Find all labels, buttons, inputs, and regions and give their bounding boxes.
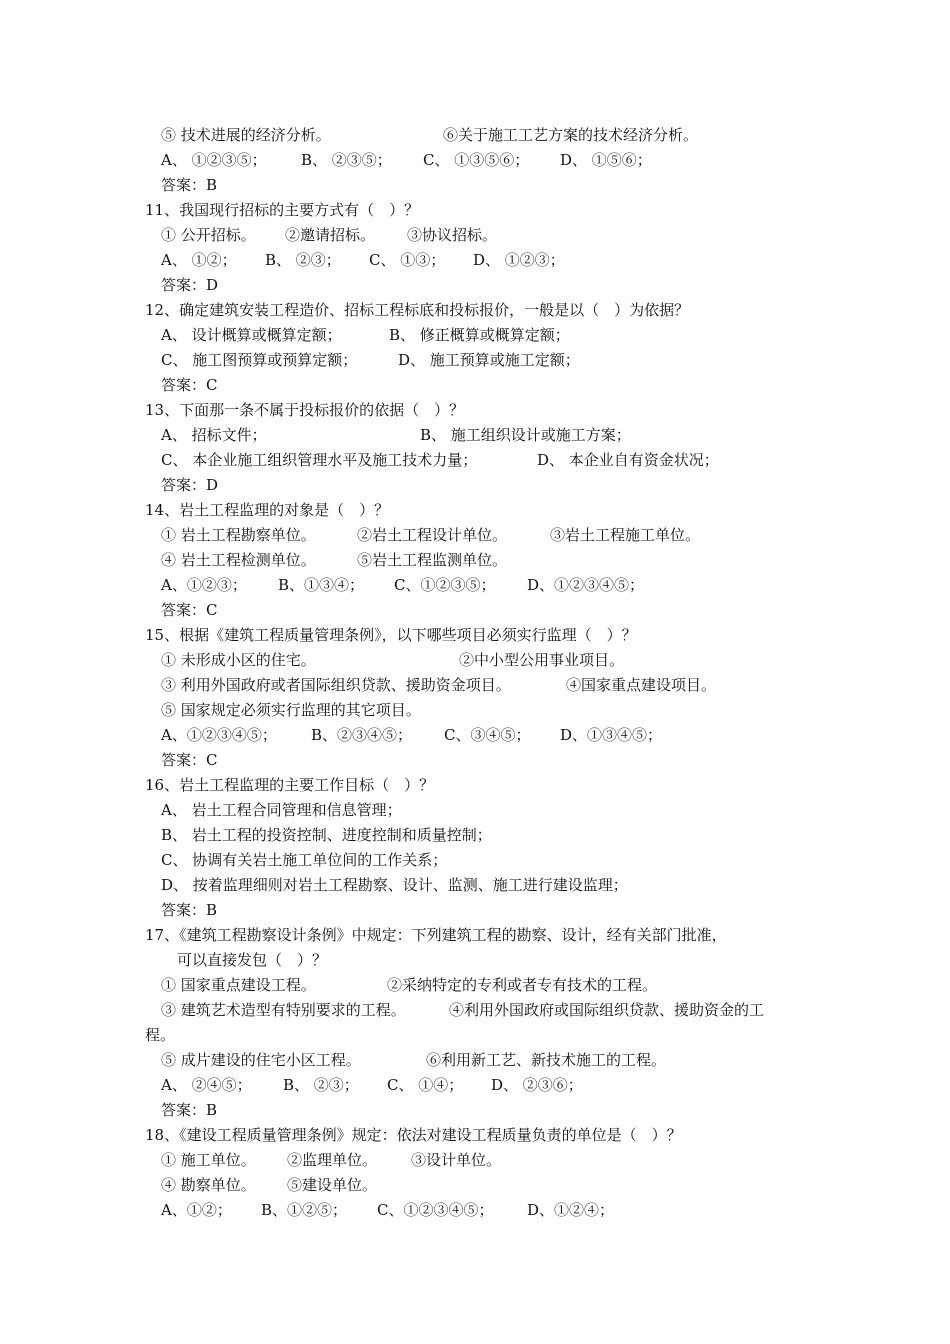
text-segment: C、 本企业施工组织管理水平及施工技术力量； [161, 451, 478, 469]
text-segment: ① 岩土工程勘察单位。 [161, 526, 316, 544]
text-line [145, 1148, 815, 1173]
text-segment: ④ 勘察单位。 [161, 1176, 256, 1194]
text-segment: 12、确定建筑安装工程造价、招标工程标底和投标报价，一般是以（ ）为依据？ [145, 301, 690, 319]
text-segment: ① 公开招标。 [161, 226, 256, 244]
text-line [145, 1098, 815, 1123]
text-segment: D、 ①⑤⑥； [560, 151, 652, 169]
text-segment: B、 ②③； [265, 251, 341, 269]
text-line [145, 523, 815, 548]
text-segment: A、 岩土工程合同管理和信息管理； [161, 801, 402, 819]
text-line [145, 973, 815, 998]
text-line [145, 898, 815, 923]
text-segment: A、①②③； [161, 576, 247, 594]
text-line [145, 348, 815, 373]
text-segment: B、 施工组织设计或施工方案； [420, 426, 631, 444]
question-line [145, 623, 815, 648]
text-segment: B、 ②③； [283, 1076, 359, 1094]
text-segment: ②岩土工程设计单位。 [357, 526, 508, 544]
text-line [145, 123, 815, 148]
text-segment: 13、下面那一条不属于投标报价的依据（ ）？ [145, 401, 465, 419]
text-segment: ⑥关于施工工艺方案的技术经济分析。 [443, 126, 699, 144]
text-segment: 11、我国现行招标的主要方式有（ ）？ [145, 201, 420, 219]
text-line [145, 448, 815, 473]
text-segment: D、 ②③⑥； [491, 1076, 583, 1094]
text-segment: D、①③④⑤； [560, 726, 663, 744]
text-segment: ④国家重点建设项目。 [566, 676, 717, 694]
text-line [145, 223, 815, 248]
text-segment: ④利用外国政府或国际组织贷款、援助资金的工 [449, 1001, 765, 1019]
text-segment: A、 招标文件； [161, 426, 267, 444]
text-line [145, 823, 815, 848]
text-segment: D、 按着监理细则对岩土工程勘察、设计、监测、施工进行建设监理； [161, 876, 628, 894]
text-segment: ②邀请招标。 [285, 226, 376, 244]
exam-question-list [145, 123, 815, 1223]
text-segment: ④ 岩土工程检测单位。 [161, 551, 316, 569]
text-segment: 答案：B [161, 176, 218, 194]
text-segment: 14、岩土工程监理的对象是（ ）？ [145, 501, 390, 519]
text-line [145, 1198, 815, 1223]
text-line [145, 423, 815, 448]
text-segment: A、①②； [161, 1201, 232, 1219]
text-segment: D、 本企业自有资金状况； [537, 451, 719, 469]
text-segment: ③协议招标。 [407, 226, 498, 244]
text-segment: ②监理单位。 [287, 1151, 378, 1169]
text-segment: 答案：D [161, 476, 219, 494]
text-segment: ⑤ 国家规定必须实行监理的其它项目。 [161, 701, 421, 719]
text-line [145, 148, 815, 173]
text-segment: 17、《建筑工程勘察设计条例》中规定：下列建筑工程的勘察、设计，经有关部门批准， [145, 926, 727, 944]
text-segment: A、 ①②③⑤； [161, 151, 267, 169]
text-segment: ⑥利用新工艺、新技术施工的工程。 [426, 1051, 667, 1069]
text-segment: ③岩土工程施工单位。 [550, 526, 701, 544]
text-segment: 答案：D [161, 276, 219, 294]
text-line [145, 273, 815, 298]
text-segment: A、 ②④⑤； [161, 1076, 252, 1094]
text-segment: D、 ①②③； [473, 251, 565, 269]
text-line [145, 673, 815, 698]
text-line [145, 748, 815, 773]
text-segment: ⑤建设单位。 [287, 1176, 378, 1194]
text-segment: C、 ①③； [369, 251, 446, 269]
text-segment: 答案：C [161, 601, 218, 619]
text-segment: C、 协调有关岩土施工单位间的工作关系； [161, 851, 448, 869]
text-segment: 答案：C [161, 751, 218, 769]
text-segment: C、 施工图预算或预算定额； [161, 351, 358, 369]
text-segment: ③ 建筑艺术造型有特别要求的工程。 [161, 1001, 406, 1019]
text-segment: B、 ②③⑤； [301, 151, 392, 169]
question-line [145, 398, 815, 423]
text-segment: C、③④⑤； [444, 726, 531, 744]
text-segment: C、①②③⑤； [394, 576, 496, 594]
text-segment: 15、根据《建筑工程质量管理条例》，以下哪些项目必须实行监理（ ）？ [145, 626, 637, 644]
text-line [145, 373, 815, 398]
text-segment: 答案：B [161, 901, 218, 919]
text-segment: 答案：C [161, 376, 218, 394]
text-line [145, 473, 815, 498]
text-segment: ① 施工单位。 [161, 1151, 256, 1169]
text-segment: B、 修正概算或概算定额； [389, 326, 570, 344]
text-line [145, 1073, 815, 1098]
text-segment: ① 未形成小区的住宅。 [161, 651, 316, 669]
text-segment: A、①②③④⑤； [161, 726, 277, 744]
question-line [145, 1023, 815, 1048]
text-line [145, 1048, 815, 1073]
text-line [145, 798, 815, 823]
text-line [145, 598, 815, 623]
text-line [145, 173, 815, 198]
text-segment: C、 ①④； [387, 1076, 464, 1094]
text-segment: B、①②⑤； [261, 1201, 348, 1219]
text-segment: B、 岩土工程的投资控制、进度控制和质量控制； [161, 826, 492, 844]
text-segment: 程。 [145, 1026, 176, 1044]
text-line [145, 548, 815, 573]
text-line [145, 573, 815, 598]
question-line [145, 1123, 815, 1148]
text-segment: C、①②③④⑤； [377, 1201, 494, 1219]
question-line [145, 498, 815, 523]
text-line [145, 248, 815, 273]
text-segment: A、 设计概算或概算定额； [161, 326, 342, 344]
question-line [145, 923, 815, 948]
text-line [145, 873, 815, 898]
text-segment: D、①②④； [527, 1201, 615, 1219]
text-line [145, 998, 815, 1023]
text-segment: 18、《建设工程质量管理条例》规定：依法对建设工程质量负责的单位是（ ）？ [145, 1126, 682, 1144]
text-segment: ⑤ 技术进展的经济分析。 [161, 126, 331, 144]
text-segment: ① 国家重点建设工程。 [161, 976, 316, 994]
question-line [145, 298, 815, 323]
text-line [145, 1173, 815, 1198]
text-line [145, 948, 815, 973]
text-segment: 答案：B [161, 1101, 218, 1119]
text-line [145, 698, 815, 723]
text-line [145, 323, 815, 348]
text-segment: ②采纳特定的专利或者专有技术的工程。 [387, 976, 658, 994]
text-segment: B、①③④； [278, 576, 365, 594]
text-segment: 16、岩土工程监理的主要工作目标（ ）？ [145, 776, 435, 794]
text-segment: ⑤ 成片建设的住宅小区工程。 [161, 1051, 361, 1069]
text-line [145, 648, 815, 673]
text-segment: D、①②③④⑤； [527, 576, 645, 594]
question-line [145, 773, 815, 798]
text-segment: ③ 利用外国政府或者国际组织贷款、援助资金项目。 [161, 676, 511, 694]
text-segment: B、②③④⑤； [311, 726, 413, 744]
text-segment: ②中小型公用事业项目。 [459, 651, 625, 669]
text-segment: 可以直接发包（ ）？ [177, 951, 328, 969]
text-segment: C、 ①③⑤⑥； [423, 151, 530, 169]
text-segment: A、 ①②； [161, 251, 237, 269]
text-line [145, 848, 815, 873]
text-line [145, 723, 815, 748]
text-segment: ③设计单位。 [411, 1151, 502, 1169]
question-line [145, 198, 815, 223]
text-segment: D、 施工预算或施工定额； [398, 351, 580, 369]
text-segment: ⑤岩土工程监测单位。 [357, 551, 508, 569]
